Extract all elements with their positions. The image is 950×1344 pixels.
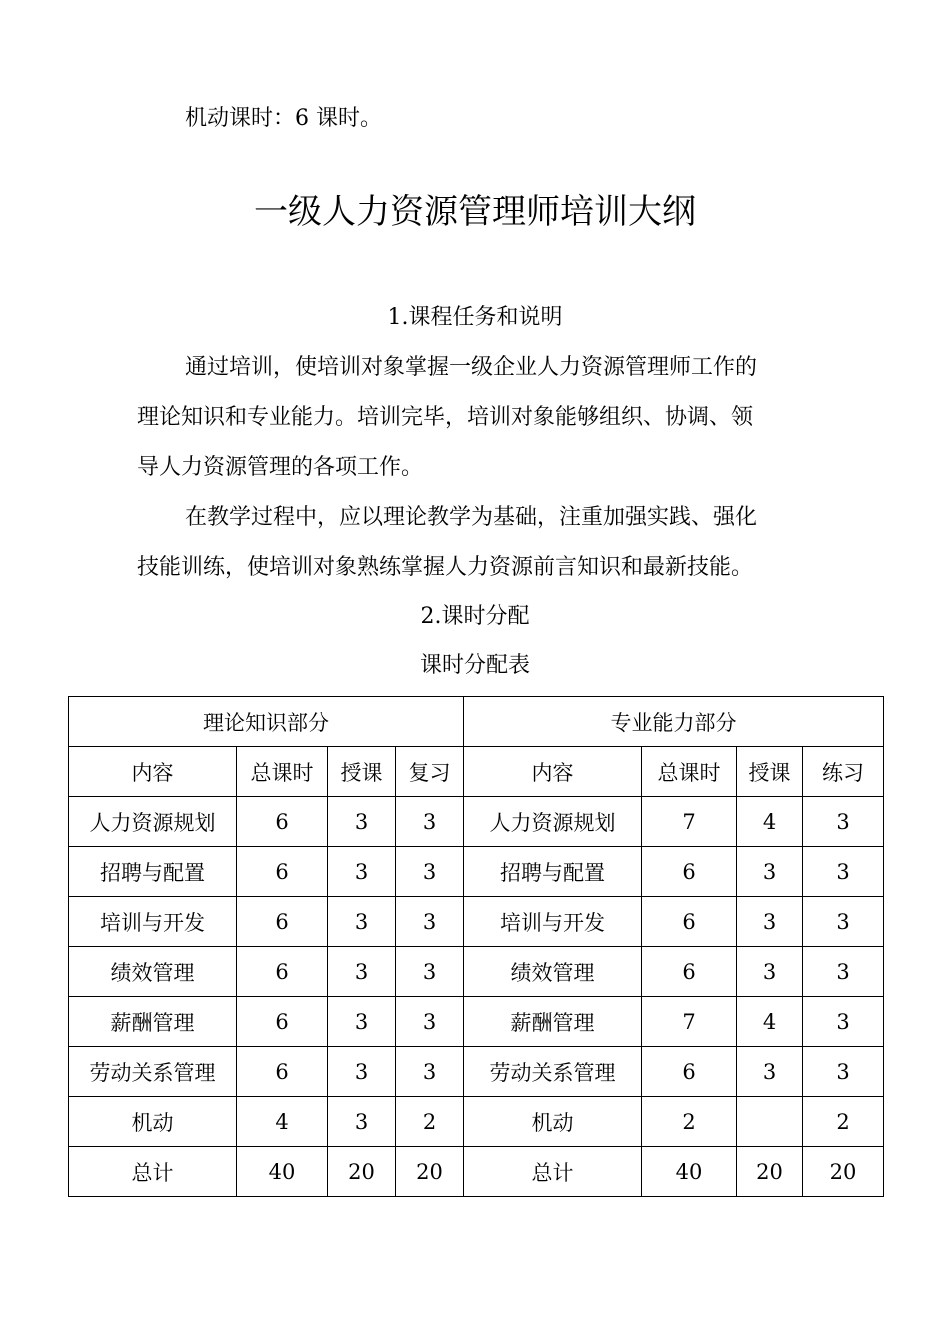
col-header-content: 内容 — [69, 747, 237, 797]
table-cell: 3 — [396, 997, 464, 1047]
table-caption: 课时分配表 — [419, 653, 530, 678]
table-cell: 招聘与配置 — [464, 847, 642, 897]
table-cell: 6 — [237, 797, 328, 847]
table-cell: 总计 — [464, 1147, 642, 1197]
table-cell: 机动 — [464, 1097, 642, 1147]
flex-hours-line: 机动课时：6 课时。 — [185, 106, 382, 131]
table-cell: 3 — [737, 897, 803, 947]
table-row — [69, 1097, 884, 1147]
table-cell: 3 — [396, 847, 464, 897]
table-row — [69, 1047, 884, 1097]
table-cell: 4 — [737, 797, 803, 847]
paragraph-line: 技能训练，使培训对象熟练掌握人力资源前言知识和最新技能。 — [137, 555, 754, 580]
table-cell: 6 — [642, 947, 737, 997]
table-cell: 3 — [328, 1047, 396, 1097]
table-cell: 人力资源规划 — [69, 797, 237, 847]
table-cell: 3 — [803, 847, 884, 897]
paragraph-line: 导人力资源管理的各项工作。 — [137, 455, 424, 480]
table-cell: 3 — [328, 947, 396, 997]
col-header-content: 内容 — [464, 747, 642, 797]
table-cell: 人力资源规划 — [464, 797, 642, 847]
table-cell: 7 — [642, 997, 737, 1047]
paragraph-line: 在教学过程中，应以理论教学为基础，注重加强实践、强化 — [185, 505, 758, 530]
col-header-lecture: 授课 — [328, 747, 396, 797]
table-cell: 6 — [642, 847, 737, 897]
section-heading-hours-allocation: 2.课时分配 — [420, 604, 530, 629]
table-cell: 40 — [642, 1147, 737, 1197]
group-header-theory: 理论知识部分 — [69, 697, 464, 747]
col-header-total-hours: 总课时 — [642, 747, 737, 797]
table-cell: 6 — [642, 897, 737, 947]
table-cell: 6 — [237, 1047, 328, 1097]
table-cell: 2 — [642, 1097, 737, 1147]
table-row — [69, 997, 884, 1047]
table-row — [69, 897, 884, 947]
table-cell: 3 — [737, 847, 803, 897]
table-cell: 3 — [328, 997, 396, 1047]
table-row — [69, 797, 884, 847]
table-cell: 20 — [737, 1147, 803, 1197]
table-cell: 20 — [396, 1147, 464, 1197]
page-title: 一级人力资源管理师培训大纲 — [254, 192, 696, 232]
table-cell: 3 — [396, 947, 464, 997]
table-cell — [737, 1097, 803, 1147]
group-header-skills: 专业能力部分 — [464, 697, 884, 747]
table-column-header-row — [69, 747, 884, 797]
table-cell: 3 — [396, 797, 464, 847]
table-cell: 3 — [737, 947, 803, 997]
table-cell: 薪酬管理 — [464, 997, 642, 1047]
table-cell: 6 — [642, 1047, 737, 1097]
table-cell: 3 — [328, 847, 396, 897]
table-cell: 3 — [803, 1047, 884, 1097]
table-cell: 3 — [737, 1047, 803, 1097]
table-cell: 培训与开发 — [464, 897, 642, 947]
table-cell: 薪酬管理 — [69, 997, 237, 1047]
table-cell: 劳动关系管理 — [464, 1047, 642, 1097]
table-cell: 3 — [396, 897, 464, 947]
table-cell: 2 — [396, 1097, 464, 1147]
table-cell: 2 — [803, 1097, 884, 1147]
table-cell: 3 — [803, 797, 884, 847]
table-cell: 总计 — [69, 1147, 237, 1197]
table-cell: 机动 — [69, 1097, 237, 1147]
paragraph-line: 理论知识和专业能力。培训完毕，培训对象能够组织、协调、领 — [137, 405, 754, 430]
table-cell: 4 — [737, 997, 803, 1047]
table-cell: 3 — [803, 897, 884, 947]
col-header-review: 复习 — [396, 747, 464, 797]
hours-allocation-table — [68, 696, 884, 1197]
table-cell: 绩效管理 — [464, 947, 642, 997]
section-heading-course-tasks: 1.课程任务和说明 — [387, 305, 563, 330]
table-row — [69, 1147, 884, 1197]
col-header-lecture: 授课 — [737, 747, 803, 797]
table-cell: 20 — [328, 1147, 396, 1197]
table-cell: 6 — [237, 997, 328, 1047]
table-cell: 6 — [237, 947, 328, 997]
table-group-header-row — [69, 697, 884, 747]
table-cell: 3 — [328, 897, 396, 947]
col-header-total-hours: 总课时 — [237, 747, 328, 797]
table-cell: 招聘与配置 — [69, 847, 237, 897]
table-cell: 4 — [237, 1097, 328, 1147]
table-cell: 6 — [237, 897, 328, 947]
table-cell: 绩效管理 — [69, 947, 237, 997]
paragraph-line: 通过培训，使培训对象掌握一级企业人力资源管理师工作的 — [185, 355, 758, 380]
table-cell: 40 — [237, 1147, 328, 1197]
table-cell: 3 — [328, 1097, 396, 1147]
table-cell: 3 — [803, 947, 884, 997]
table-row — [69, 847, 884, 897]
table-cell: 劳动关系管理 — [69, 1047, 237, 1097]
table-cell: 培训与开发 — [69, 897, 237, 947]
table-cell: 20 — [803, 1147, 884, 1197]
table-cell: 3 — [396, 1047, 464, 1097]
table-cell: 6 — [237, 847, 328, 897]
table-cell: 7 — [642, 797, 737, 847]
table-cell: 3 — [328, 797, 396, 847]
col-header-practice: 练习 — [803, 747, 884, 797]
table-cell: 3 — [803, 997, 884, 1047]
table-row — [69, 947, 884, 997]
